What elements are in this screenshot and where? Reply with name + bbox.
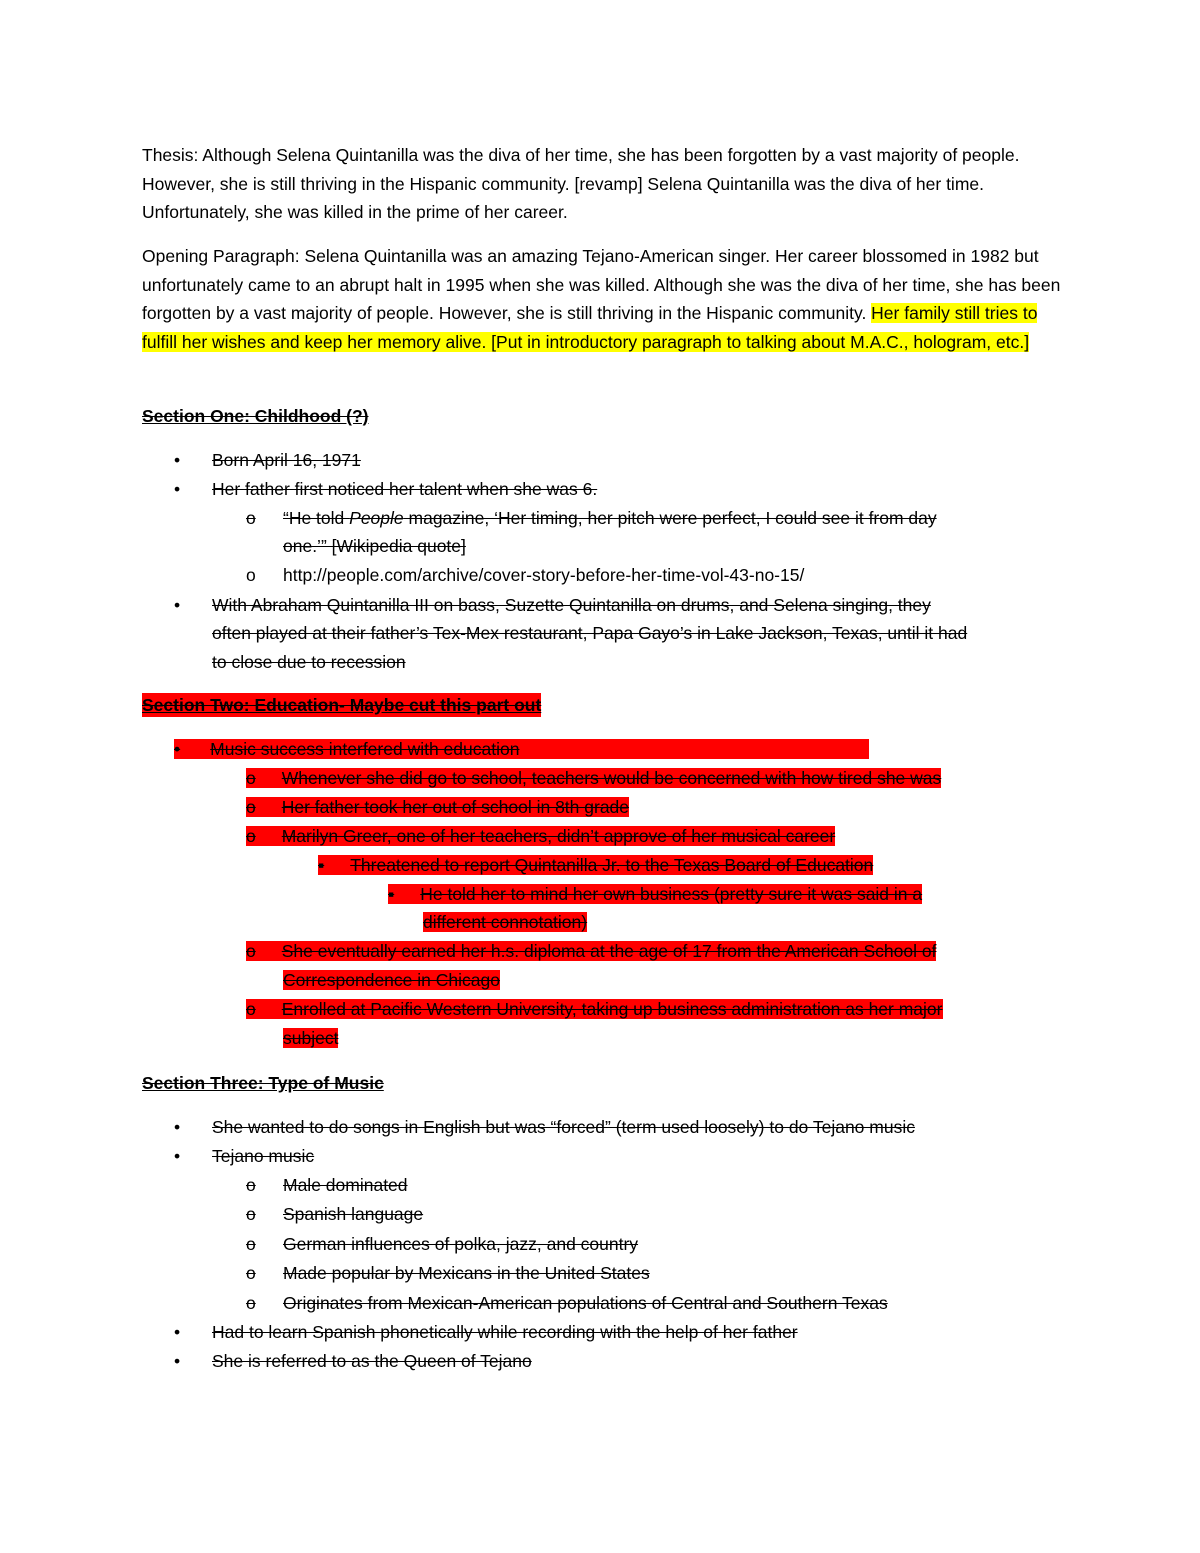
list-item-continuation: different connotation): [423, 912, 588, 932]
opening-paragraph: [142, 242, 1062, 356]
list-item: ▪ He told her to mind her own business (pretty sure it was said in a: [388, 884, 923, 904]
section-one-heading: Section One: Childhood (?): [142, 406, 369, 426]
list-item: o Marilyn Greer, one of her teachers, didn’t approve of her musical career: [246, 826, 836, 846]
bullet-icon: •: [174, 1322, 181, 1342]
list-item: • With Abraham Quintanilla III on bass, Suzette Quintanilla on drums, and Selena singing, they: [174, 591, 931, 619]
list-item-continuation: to close due to recession: [212, 652, 406, 672]
ring-bullet-icon: o: [246, 826, 256, 846]
list-item-continuation: one.’” [Wikipedia quote]: [283, 536, 466, 556]
list-item-continuation: often played at their father’s Tex-Mex restaurant, Papa Gayo’s in Lake Jackson, Texas, until it had: [212, 623, 968, 643]
list-item: • Her father first noticed her talent when she was 6.: [174, 475, 597, 503]
section-two-heading: Section Two: Education- Maybe cut this part out: [142, 695, 542, 715]
list-item: o Originates from Mexican-American populations of Central and Southern Texas: [246, 1289, 888, 1317]
bullet-icon: •: [174, 1117, 181, 1137]
list-item: • She is referred to as the Queen of Tejano: [174, 1347, 532, 1375]
article-link[interactable]: http://people.com/archive/cover-story-before-her-time-vol-43-no-15/: [283, 565, 805, 585]
list-item: o Spanish language: [246, 1200, 423, 1228]
ring-bullet-icon: o: [246, 768, 256, 788]
bullet-icon: •: [174, 739, 181, 759]
bullet-icon: •: [174, 450, 181, 470]
list-item-continuation: Correspondence in Chicago: [283, 970, 500, 990]
section-three-heading: Section Three: Type of Music: [142, 1073, 384, 1093]
ring-bullet-icon: o: [246, 999, 256, 1019]
ring-bullet-icon: o: [246, 941, 256, 961]
list-item: • Had to learn Spanish phonetically while recording with the help of her father: [174, 1318, 798, 1346]
square-bullet-icon: ▪: [388, 884, 395, 904]
thesis-paragraph: Thesis: Although Selena Quintanilla was the diva of her time, she has been forgotten by a vast majority of people. However, she is still thriving in the Hispanic community. [revamp] Selena Quintanilla was the diva of her time. Unfortunately, she was killed in the prime of her career.: [142, 145, 1020, 222]
list-item: • Music success interfered with education: [174, 735, 869, 763]
list-item-link: [246, 561, 804, 589]
ring-bullet-icon: o: [246, 1175, 256, 1195]
opening-text: Opening Paragraph: Selena Quintanilla was an amazing Tejano-American singer. Her career blossomed in 1982 but unfortunately came to an abrupt halt in 1995 when she was killed. Although she was the diva of her time, she has been forgotten by a vast majority of people. However, she is still thriving in the Hispanic community.: [142, 246, 1061, 323]
list-item: o Her father took her out of school in 8th grade: [246, 797, 630, 817]
list-item: o She eventually earned her h.s. diploma at the age of 17 from the American School of: [246, 941, 937, 961]
ring-bullet-icon: o: [246, 1204, 256, 1224]
ring-bullet-icon: o: [246, 508, 256, 528]
ring-bullet-icon: o: [246, 1263, 256, 1283]
opening-highlighted-text: Her family still tries to fulfill her wishes and keep her memory alive. [Put in introductory paragraph to talking about M.A.C., hologram, etc.]: [142, 303, 1038, 352]
ring-bullet-icon: o: [246, 565, 256, 585]
list-item: • Born April 16, 1971: [174, 446, 361, 474]
bullet-icon: •: [174, 1146, 181, 1166]
square-bullet-icon: ▪: [318, 855, 325, 875]
list-item-continuation: subject: [283, 1028, 339, 1048]
list-item: ▪ Threatened to report Quintanilla Jr. to the Texas Board of Education: [318, 855, 874, 875]
list-item: o Male dominated: [246, 1171, 408, 1199]
bullet-icon: •: [174, 1351, 181, 1371]
list-item: o “He told People magazine, ‘Her timing, her pitch were perfect, I could see it from day: [246, 504, 937, 532]
list-item: o Enrolled at Pacific Western University, taking up business administration as her major: [246, 999, 943, 1019]
list-item: o Whenever she did go to school, teachers would be concerned with how tired she was: [246, 768, 942, 788]
list-item: o German influences of polka, jazz, and country: [246, 1230, 638, 1258]
bullet-icon: •: [174, 595, 181, 615]
bullet-icon: •: [174, 479, 181, 499]
list-item: • Tejano music: [174, 1142, 314, 1170]
ring-bullet-icon: o: [246, 797, 256, 817]
ring-bullet-icon: o: [246, 1234, 256, 1254]
list-item: o Made popular by Mexicans in the United States: [246, 1259, 650, 1287]
ring-bullet-icon: o: [246, 1293, 256, 1313]
list-item: • She wanted to do songs in English but was “forced” (term used loosely) to do Tejano music: [174, 1113, 915, 1141]
